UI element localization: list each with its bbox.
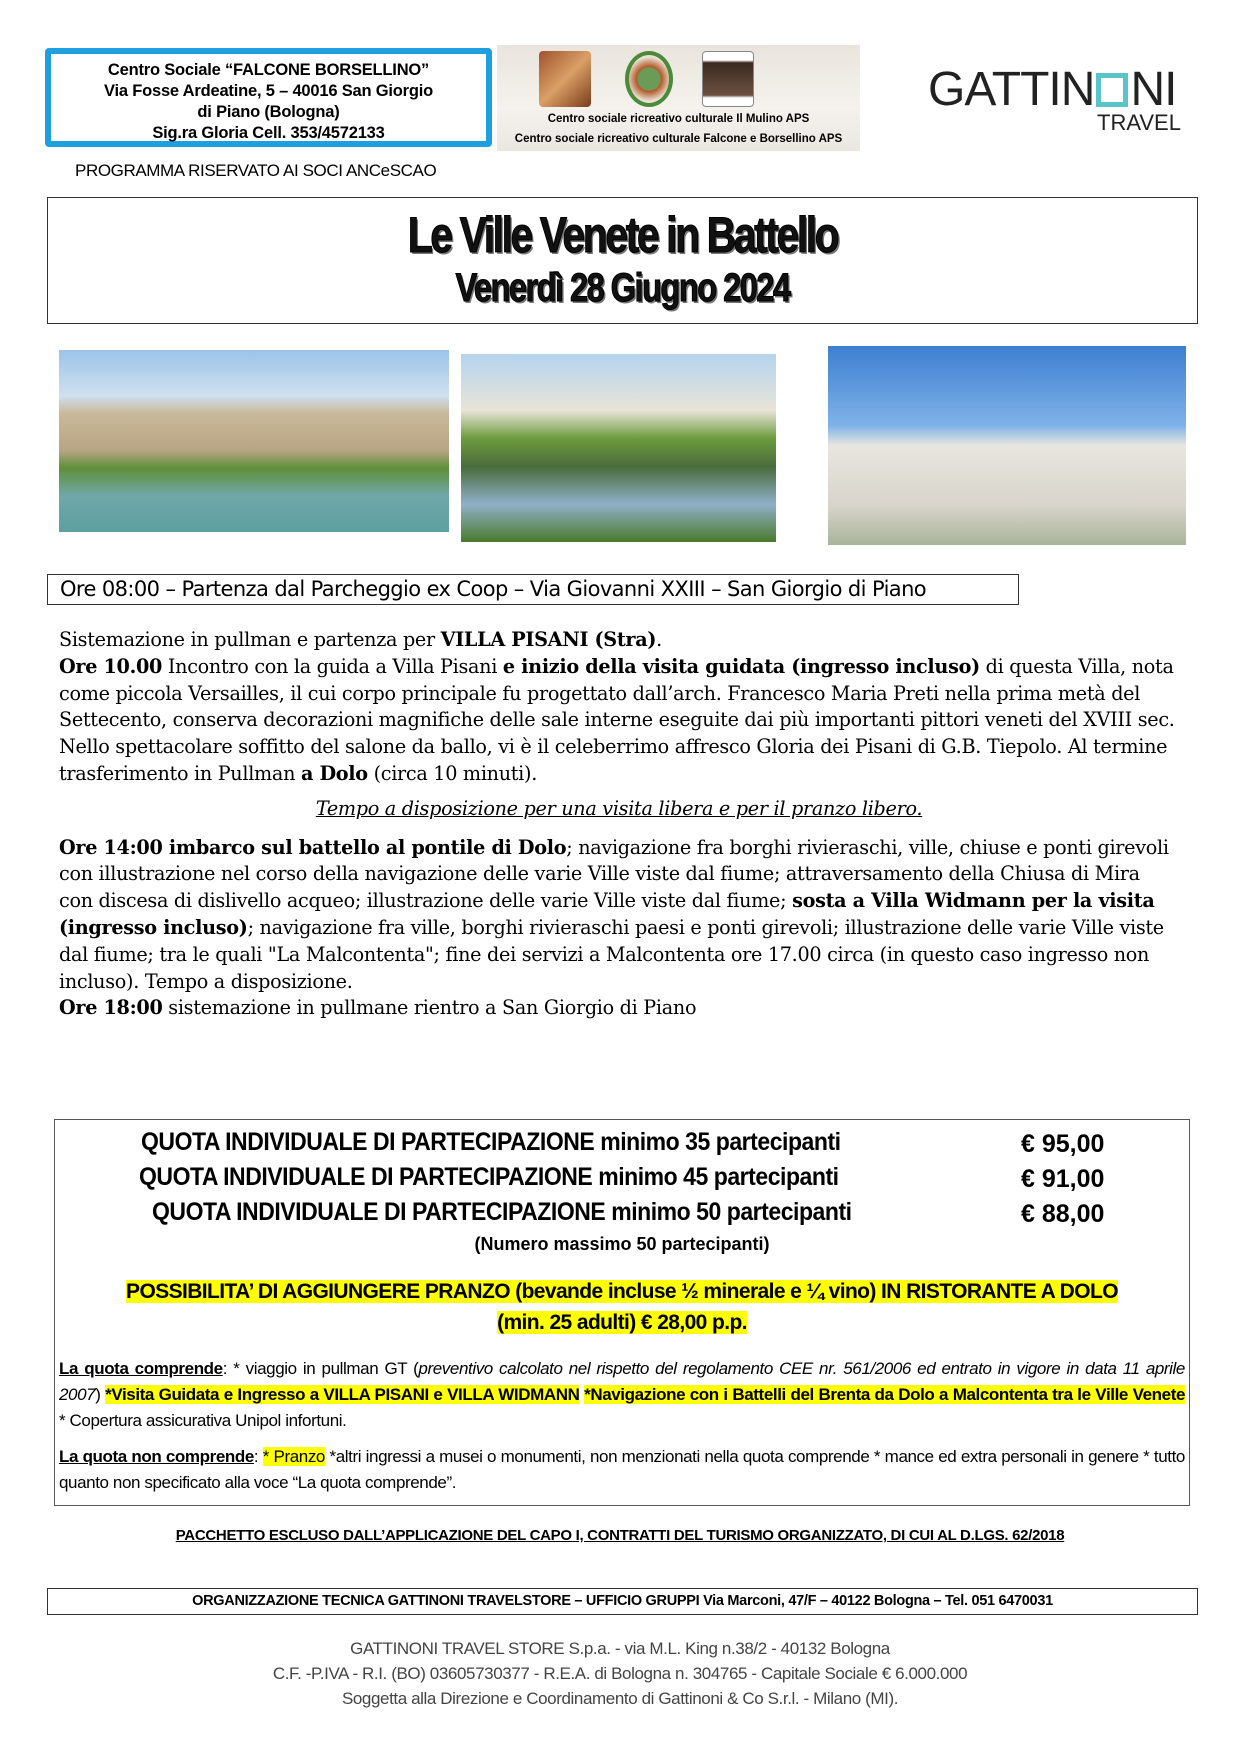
photo-villa-pisani — [461, 354, 776, 542]
price-box — [54, 1119, 1190, 1506]
price-label: QUOTA INDIVIDUALE DI PARTECIPAZIONE minimo 45 partecipanti — [139, 1163, 839, 1191]
price-value: € 95,00 — [1021, 1130, 1105, 1158]
contact-line: Centro Sociale “FALCONE BORSELLINO” — [107, 61, 430, 79]
brand-text: GATTIN — [928, 63, 1095, 116]
contact-line: di Piano (Bologna) — [197, 103, 340, 121]
price-value: € 88,00 — [1021, 1200, 1105, 1228]
program-note: PROGRAMMA RISERVATO AI SOCI ANCeSCAO — [75, 161, 437, 180]
footer-line: C.F. -P.IVA - R.I. (BO) 03605730377 - R.E.A. di Bologna n. 304765 - Capitale Sociale € 6.000.000 — [272, 1664, 968, 1683]
excluded-section: La quota non comprende: * Pranzo *altri ingressi a musei o monumenti, non menzionati nella quota comprende * mance ed extra personali in genere * tutto quanto non specificato alla voce “La quota comprende”. — [59, 1447, 1185, 1492]
legal-note: PACCHETTO ESCLUSO DALL’APPLICAZIONE DEL CAPO I, CONTRATTI DEL TURISMO ORGANIZZATO, DI CUI AL D.LGS. 62/2018 — [175, 1527, 1065, 1544]
photo-boat-villa — [59, 350, 449, 532]
event-date: Venerdì 28 Giugno 2024 — [455, 266, 790, 310]
gattinoni-logo — [928, 62, 1176, 117]
photo-villa-widmann — [828, 346, 1186, 545]
itinerary-text: Sistemazione in pullman e partenza per VILLA PISANI (Stra). Ore 10.00 Incontro con la guida a Villa Pisani e inizio della visita guidata (ingresso incluso) di questa Villa, nota come piccola Versailles, il cui corpo principale fu progettato dall’arch. Francesco Maria Preti nella prima metà del Settecento, conserva decorazioni magnifiche delle sale interne eseguite dai più importanti pittori veneti del XVIII sec. Nello spettacolare soffitto del salone da ballo, vi è il celeberrimo affresco Gloria dei Pisani di G.B. Tiepolo. Al termine trasferimento in Pullman a Dolo (circa 10 minuti). Tempo a disposizione per una visita libera e per il pranzo libero. Ore 14:00 imbarco sul battello al pontile di Dolo; navigazione fra borghi rivieraschi, ville, chiuse e ponti girevoli con illustrazione nel corso della navigazione delle varie Ville viste dal fiume; attraversamento della Chiusa di Mira con discesa di dislivello acqueo; illustrazione delle varie Ville viste dal fiume; sosta a Villa Widmann per la visita (ingresso incluso); navigazione fra ville, borghi rivieraschi paesi e ponti girevoli; illustrazione delle varie Ville viste dal fiume; tra le quali "La Malcontenta"; fine dei servizi a Malcontenta ore 17.00 circa (in questo caso ingresso non incluso). Tempo a disposizione. Ore 18:00 sistemazione in pullmane rientro a San Giorgio di Piano — [59, 627, 1179, 1022]
lunch-price: (min. 25 adulti) € 28,00 p.p. — [497, 1311, 747, 1334]
logo-caption: Centro sociale ricreativo culturale Falcone e Borsellino APS — [514, 133, 843, 145]
contact-line: Via Fosse Ardeatine, 5 – 40016 San Giorgio — [103, 82, 434, 100]
price-label: QUOTA INDIVIDUALE DI PARTECIPAZIONE minimo 35 partecipanti — [141, 1128, 841, 1156]
max-participants: (Numero massimo 50 partecipanti) — [474, 1234, 770, 1254]
brand-text: NI — [1130, 63, 1177, 116]
included-section: La quota comprende: * viaggio in pullman GT (preventivo calcolato nel rispetto del regolamento CEE nr. 561/2006 ed entrato in vigore in data 11 aprile 2007) *Visita Guidata e Ingresso a VILLA PISANI e VILLA WIDMANN *Navigazione con i Battelli del Brenta da Dolo a Malcontenta tra le Ville Venete * Copertura assicurativa Unipol infortuni. — [59, 1359, 1186, 1430]
departure-box: Ore 08:00 – Partenza dal Parcheggio ex Coop – Via Giovanni XXIII – San Giorgio di Piano — [47, 574, 1019, 605]
title-box — [47, 197, 1198, 324]
mulino-logo — [539, 51, 591, 107]
price-label: QUOTA INDIVIDUALE DI PARTECIPAZIONE minimo 50 partecipanti — [152, 1198, 852, 1226]
association-logos — [497, 45, 860, 151]
falcone-borsellino-logo — [702, 51, 754, 107]
brand-subtitle: TRAVEL — [1097, 110, 1181, 135]
price-value: € 91,00 — [1021, 1165, 1105, 1193]
footer-line: GATTINONI TRAVEL STORE S.p.a. - via M.L. King n.38/2 - 40132 Bologna — [350, 1639, 890, 1658]
footer-line: Soggetta alla Direzione e Coordinamento di Gattinoni & Co S.r.l. - Milano (MI). — [341, 1689, 899, 1708]
contact-box — [45, 48, 492, 147]
brand-square-icon — [1096, 73, 1128, 107]
lunch-option: POSSIBILITA’ DI AGGIUNGERE PRANZO (bevande incluse ½ minerale e ¼ vino) IN RISTORANTE A DOLO — [126, 1280, 1118, 1303]
free-time-note: Tempo a disposizione per una visita libera e per il pranzo libero. — [315, 796, 923, 820]
organizer-box: ORGANIZZAZIONE TECNICA GATTINONI TRAVELSTORE – UFFICIO GRUPPI Via Marconi, 47/F – 40122 Bologna – Tel. 051 6470031 — [47, 1588, 1198, 1615]
ancescao-logo — [625, 51, 673, 107]
company-footer — [0, 1636, 1240, 1711]
logo-caption: Centro sociale ricreativo culturale Il Mulino APS — [547, 113, 810, 125]
page-title: Le Ville Venete in Battello — [407, 207, 838, 263]
contact-line: Sig.ra Gloria Cell. 353/4572133 — [152, 124, 385, 142]
